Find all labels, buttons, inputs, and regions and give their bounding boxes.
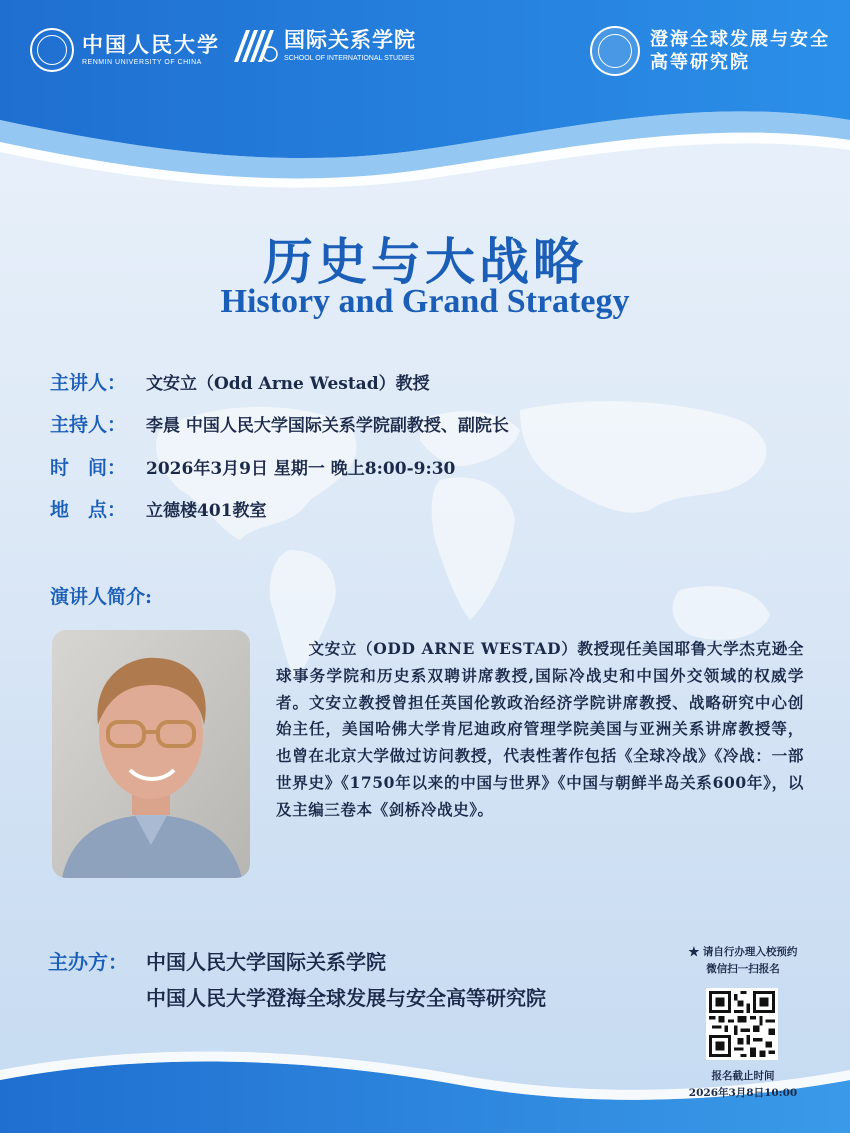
ruc-name-en: RENMIN UNIVERSITY OF CHINA bbox=[82, 59, 202, 66]
time-label: 时 间： bbox=[50, 457, 127, 479]
bio-text: 文安立（ODD ARNE WESTAD）教授现任美国耶鲁大学杰克逊全球事务学院和历史系双聘讲席教授,国际冷战史和中国外交领域的权威学者。文安立教授曾担任英国伦敦政治经济学院讲席教授、战略研究中心创始主任，美国哈佛大学肯尼迪政府管理学院美国与亚洲关系讲席教授等，也曾在北京大学做过访问教授，代表性著作包括《全球冷战》《冷战：一部世界史》《1750年以来的中国与世界》《中国与朝鲜半岛关系600年》，以及主编三卷本《剑桥冷战史》。 bbox=[276, 639, 804, 819]
ruc-logo bbox=[30, 28, 220, 72]
speaker-value: 文安立（Odd Arne Westad）教授 bbox=[146, 374, 430, 394]
title-english: History and Grand Strategy bbox=[220, 283, 630, 320]
sis-name-en: SCHOOL OF INTERNATIONAL STUDIES bbox=[284, 55, 415, 62]
registration-note bbox=[668, 944, 818, 978]
organizer-label: 主办方： bbox=[48, 950, 128, 974]
registration-deadline bbox=[668, 1068, 818, 1102]
title-chinese: 历史与大战略 bbox=[263, 232, 587, 291]
info-row-location bbox=[50, 495, 267, 522]
registration-qr-code[interactable] bbox=[706, 988, 778, 1060]
deadline-label: 报名截止时间 bbox=[711, 1070, 775, 1082]
ruc-name-cn: 中国人民大学 bbox=[82, 32, 220, 57]
organizer-line-1: 中国人民大学国际关系学院 bbox=[146, 950, 386, 974]
sis-logo bbox=[232, 28, 416, 64]
organizer-line-2: 中国人民大学澄海全球发展与安全高等研究院 bbox=[146, 986, 546, 1010]
speaker-label: 主讲人： bbox=[50, 372, 127, 394]
institute-seal-icon bbox=[590, 26, 640, 76]
location-label: 地 点： bbox=[50, 499, 127, 521]
institute-name-line2: 高等研究院 bbox=[650, 52, 750, 73]
institute-logo bbox=[590, 26, 830, 76]
speaker-portrait bbox=[52, 630, 250, 878]
registration-note-line2: 微信扫一扫报名 bbox=[706, 963, 780, 975]
sis-name-cn: 国际关系学院 bbox=[284, 29, 416, 52]
info-row-speaker bbox=[50, 368, 430, 395]
host-label: 主持人： bbox=[50, 414, 127, 436]
deadline-value: 2026年3月8日10:00 bbox=[688, 1087, 798, 1099]
institute-name-line1: 澄海全球发展与安全 bbox=[650, 29, 830, 50]
ruc-seal-icon bbox=[30, 28, 74, 72]
host-value: 李晨 中国人民大学国际关系学院副教授、副院长 bbox=[146, 416, 509, 436]
registration-note-line1: ★ 请自行办理入校预约 bbox=[688, 946, 798, 958]
location-value: 立德楼401教室 bbox=[146, 501, 267, 521]
bio-heading: 演讲人简介: bbox=[50, 586, 153, 608]
info-row-host bbox=[50, 410, 509, 437]
time-value: 2026年3月9日 星期一 晚上8:00-9:30 bbox=[146, 459, 456, 479]
sis-emblem-icon bbox=[232, 28, 278, 64]
info-row-time bbox=[50, 453, 455, 480]
